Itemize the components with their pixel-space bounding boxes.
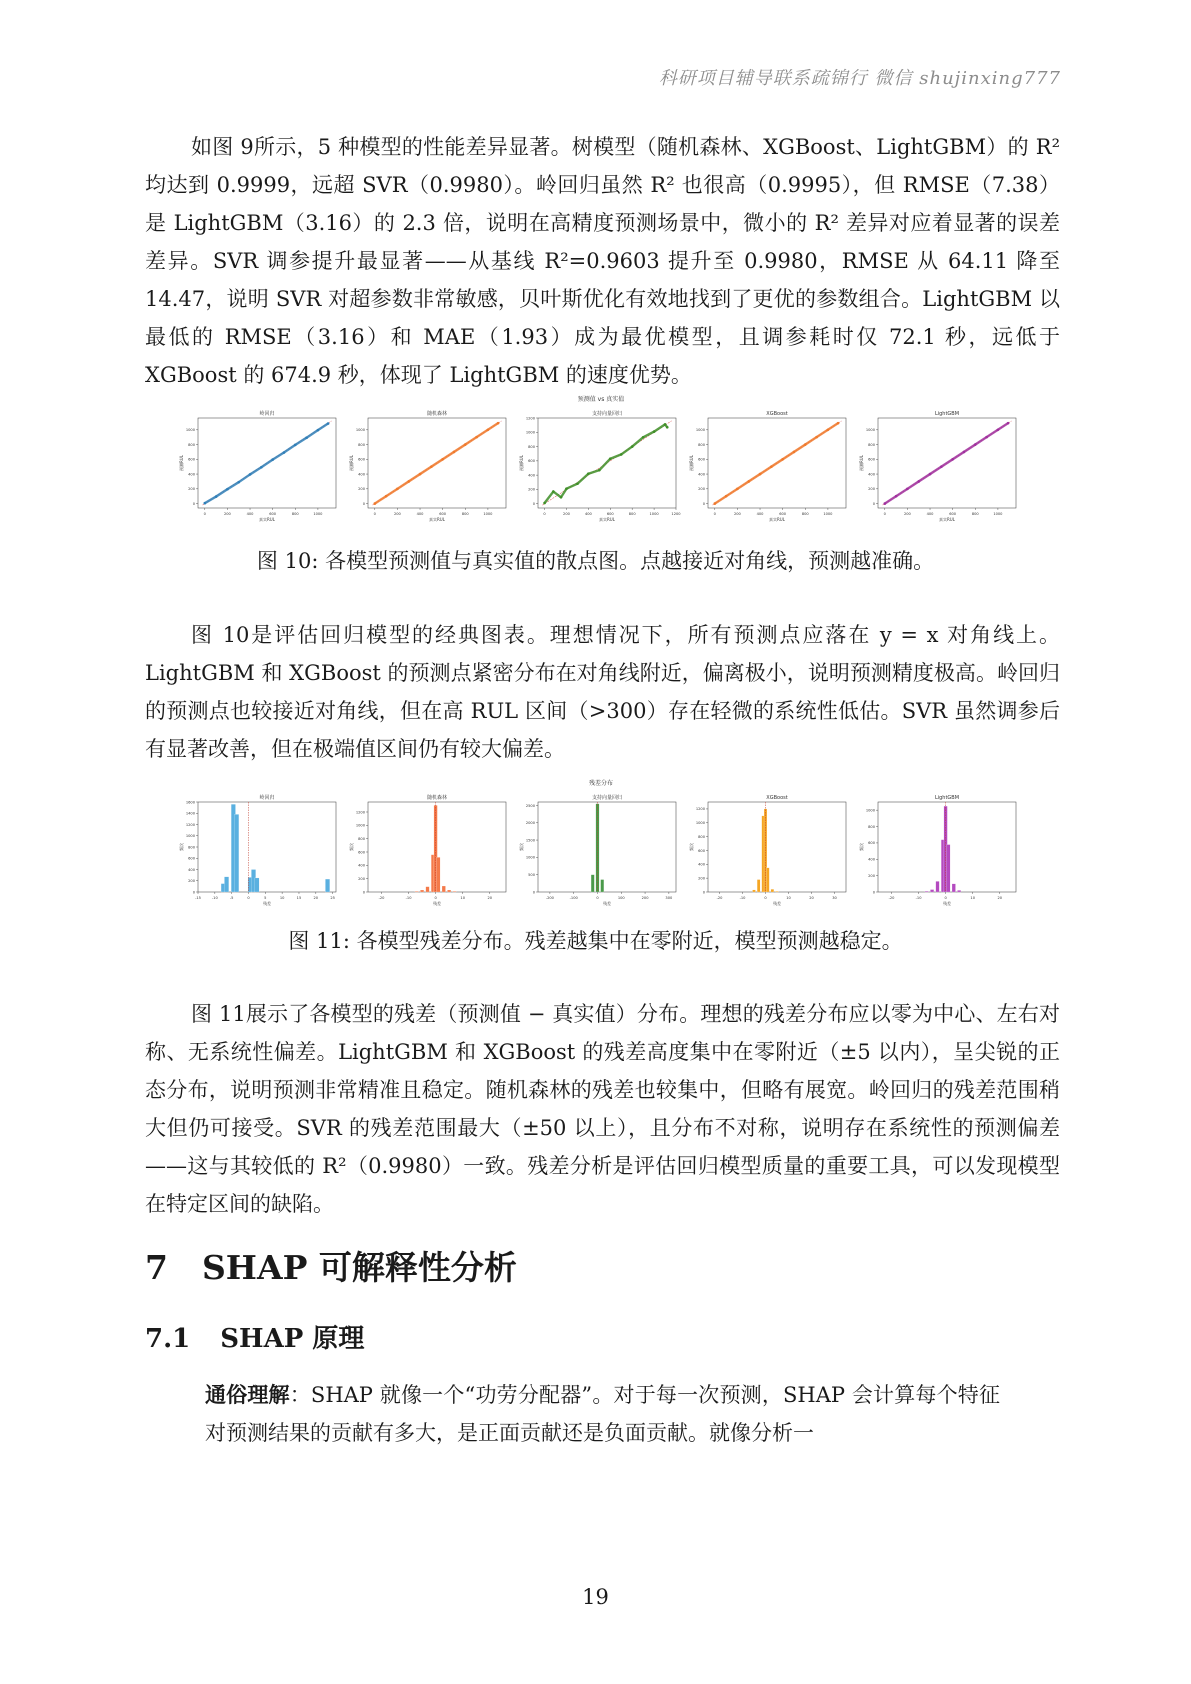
- panel-title: 随机森林: [426, 795, 448, 801]
- scatter-point: [249, 473, 252, 476]
- scatter-point: [631, 445, 634, 448]
- plain-explanation-paragraph: [205, 1376, 1000, 1452]
- section-heading: [145, 1242, 517, 1289]
- scatter-point: [609, 457, 612, 460]
- y-axis-label: 频次: [689, 843, 694, 851]
- x-tick-label: 400: [926, 512, 934, 516]
- scatter-figure-svg: [176, 392, 1026, 532]
- scatter-point: [653, 430, 656, 433]
- scatter-point: [736, 488, 739, 491]
- x-tick-label: 20: [997, 896, 1003, 900]
- y-tick-label: 400: [188, 472, 195, 477]
- scatter-point: [385, 495, 388, 498]
- paragraph-residual-analysis: 图 11展示了各模型的残差（预测值 − 真实值）分布。理想的残差分布应以零为中心、左右对称、无系统性偏差。LightGBM 和 XGBoost 的残差高度集中在零附近（±5 以内），呈尖锐的正态分布，说明预测非常精准且稳定。随机森林的残差也较集中，但略有展宽。岭回归的残差范围稍大但仍可接受。SVR 的残差范围最大（±50 以上），且分布不对称，说明存在系统性的预测偏差——这与其较低的 R²（0.9980）一致。残差分析是评估回归模型质量的重要工具，可以发现模型在特定区间的缺陷。: [145, 1002, 1060, 1216]
- x-tick-label: 20: [809, 896, 814, 900]
- histogram-bar: [766, 868, 769, 892]
- histogram-bar: [426, 887, 430, 892]
- x-tick-label: 400: [584, 512, 592, 516]
- y-axis-label: 频次: [179, 843, 184, 851]
- scatter-point: [974, 443, 977, 446]
- scatter-point: [1007, 422, 1010, 425]
- y-tick-label: 600: [698, 848, 705, 853]
- y-tick-label: 800: [188, 845, 195, 850]
- y-tick-label: 600: [188, 457, 195, 462]
- x-tick-label: 0: [596, 896, 599, 900]
- histogram-bar: [952, 884, 956, 892]
- scatter-point: [781, 458, 784, 461]
- y-tick-label: 800: [358, 442, 365, 447]
- y-tick-label: 800: [188, 442, 195, 447]
- y-tick-label: 800: [358, 836, 365, 841]
- y-tick-label: 1500: [525, 838, 535, 843]
- x-tick-label: 600: [269, 512, 277, 516]
- scatter-point: [396, 488, 399, 491]
- chart-panel-3: [688, 795, 846, 906]
- scatter-point: [497, 422, 500, 425]
- figure-11-residuals: [176, 776, 1026, 916]
- x-tick-label: 15: [296, 896, 302, 900]
- histogram-bar: [753, 890, 756, 892]
- histogram-bar: [947, 845, 951, 892]
- y-tick-label: 400: [188, 867, 195, 872]
- x-tick-label: -20: [716, 896, 723, 900]
- scatter-point: [759, 473, 762, 476]
- y-tick-label: 400: [358, 472, 365, 477]
- x-axis-label: 真实RUL: [599, 517, 615, 522]
- y-tick-label: 0: [702, 890, 705, 895]
- panel-title: XGBoost: [766, 411, 788, 417]
- scatter-point: [940, 465, 943, 468]
- y-tick-label: 600: [358, 457, 365, 462]
- x-tick-label: 0: [434, 896, 437, 900]
- scatter-point: [985, 436, 988, 439]
- page-number: 19: [582, 1585, 609, 1609]
- figure-suptitle: 残差分布: [588, 780, 614, 787]
- x-tick-label: 1000: [993, 512, 1003, 516]
- chart-panel-2: [518, 794, 676, 906]
- scatter-point: [804, 443, 807, 446]
- y-tick-label: 1000: [355, 823, 365, 828]
- x-axis-label: 真实RUL: [769, 517, 785, 522]
- scatter-point: [552, 490, 555, 493]
- scatter-point: [963, 451, 966, 454]
- x-tick-label: 0: [203, 512, 206, 516]
- scatter-point: [837, 422, 840, 425]
- x-tick-label: 200: [903, 512, 911, 516]
- histogram-bar: [591, 875, 594, 892]
- x-axis-label: 残差: [263, 901, 271, 906]
- y-tick-label: 200: [188, 879, 195, 884]
- x-tick-label: -200: [545, 896, 554, 900]
- y-tick-label: 200: [868, 487, 875, 492]
- y-tick-label: 800: [528, 444, 535, 449]
- y-tick-label: 600: [358, 850, 365, 855]
- x-tick-label: 200: [563, 512, 570, 516]
- plain-explanation-text: ：SHAP 就像一个“功劳分配器”。对于每一次预测，SHAP 会计算每个特征对预测结果的贡献有多大，是正面贡献还是负面贡献。就像分析一: [205, 1383, 1000, 1445]
- histogram-bar: [453, 891, 457, 892]
- subsection-heading: [145, 1318, 364, 1355]
- x-tick-label: 1000: [313, 512, 323, 516]
- x-tick-label: 20: [313, 896, 319, 900]
- x-tick-label: 400: [246, 512, 254, 516]
- figure-11-caption: 图 11: 各模型残差分布。残差越集中在零附近，模型预测越稳定。: [288, 929, 903, 953]
- y-tick-label: 1000: [185, 428, 195, 433]
- figure-10-scatter: [176, 392, 1026, 532]
- y-tick-label: 400: [528, 473, 535, 478]
- x-tick-label: 800: [461, 512, 469, 516]
- y-tick-label: 0: [192, 501, 195, 506]
- y-tick-label: 800: [868, 824, 875, 829]
- scatter-point: [560, 496, 563, 499]
- x-tick-label: -20: [378, 896, 385, 900]
- y-tick-label: 200: [868, 873, 875, 878]
- x-tick-label: 0: [713, 512, 716, 516]
- x-tick-label: 100: [617, 896, 625, 900]
- x-axis-label: 残差: [943, 901, 951, 906]
- histogram-bar: [930, 890, 934, 892]
- histogram-bar: [601, 880, 604, 892]
- y-tick-label: 1400: [185, 811, 195, 816]
- x-tick-label: 10: [460, 896, 465, 900]
- scatter-point: [475, 436, 478, 439]
- scatter-point: [815, 436, 818, 439]
- chart-panel-2: [518, 410, 681, 522]
- scatter-point: [951, 458, 954, 461]
- y-tick-label: 800: [868, 442, 875, 447]
- panel-title: LightGBM: [934, 411, 960, 417]
- x-tick-label: 10: [786, 896, 791, 900]
- scatter-point: [317, 429, 320, 432]
- histogram-bar: [957, 890, 961, 892]
- scatter-point: [453, 451, 456, 454]
- scatter-point: [260, 466, 263, 469]
- scatter-point: [895, 495, 898, 498]
- histogram-bar: [255, 878, 259, 892]
- scatter-point: [271, 458, 274, 461]
- x-tick-label: -20: [888, 896, 895, 900]
- panel-title: 支持向量回归: [591, 411, 623, 417]
- x-tick-label: -100: [569, 896, 578, 900]
- scatter-point: [430, 465, 433, 468]
- y-tick-label: 1000: [695, 821, 705, 826]
- y-tick-label: 200: [528, 487, 535, 492]
- y-tick-label: 1200: [185, 822, 195, 827]
- histogram-bar: [771, 889, 774, 892]
- histogram-bar: [420, 890, 424, 892]
- panel-title: 岭回归: [259, 795, 275, 801]
- y-axis-label: 预测RUL: [179, 455, 184, 471]
- scatter-point: [226, 488, 229, 491]
- residual-figure-svg: [176, 776, 1026, 916]
- x-tick-label: 600: [779, 512, 787, 516]
- y-tick-label: 1200: [525, 416, 535, 421]
- y-tick-label: 600: [698, 457, 705, 462]
- scatter-point: [203, 502, 206, 505]
- y-tick-label: 200: [698, 487, 705, 492]
- x-tick-label: -10: [739, 896, 746, 900]
- scatter-point: [620, 453, 623, 456]
- x-tick-label: 10: [279, 896, 285, 900]
- scatter-point: [642, 436, 645, 439]
- y-axis-label: 频次: [519, 843, 524, 851]
- chart-panel-4: [858, 795, 1016, 906]
- y-axis-label: 预测RUL: [859, 455, 864, 471]
- x-tick-label: 200: [641, 896, 649, 900]
- y-tick-label: 600: [188, 856, 195, 861]
- y-tick-label: 0: [362, 501, 365, 506]
- x-tick-label: 0: [944, 896, 947, 900]
- scatter-point: [294, 444, 297, 447]
- panel-title: LightGBM: [934, 795, 960, 801]
- y-tick-label: 800: [698, 834, 705, 839]
- panel-frame: [708, 802, 846, 892]
- scatter-point: [666, 426, 669, 429]
- subsection-title-text: SHAP 原理: [220, 1324, 365, 1354]
- scatter-point: [997, 429, 1000, 432]
- y-tick-label: 0: [532, 502, 535, 507]
- y-tick-label: 1200: [695, 807, 705, 812]
- chart-panel-1: [348, 410, 506, 522]
- x-tick-label: 600: [949, 512, 957, 516]
- y-tick-label: 600: [528, 459, 535, 464]
- scatter-point: [770, 465, 773, 468]
- y-tick-label: 1000: [525, 855, 535, 860]
- scatter-point: [565, 487, 568, 490]
- y-tick-label: 2500: [525, 803, 535, 808]
- x-tick-label: 200: [733, 512, 741, 516]
- y-tick-label: 200: [188, 487, 195, 492]
- x-tick-label: 400: [416, 512, 424, 516]
- scatter-point: [373, 502, 376, 505]
- subsection-number: 7.1: [145, 1324, 191, 1354]
- x-tick-label: 800: [801, 512, 809, 516]
- paragraph-scatter-analysis: 图 10是评估回归模型的经典图表。理想情况下，所有预测点应落在 y = x 对角线上。LightGBM 和 XGBoost 的预测点紧密分布在对角线附近，偏离极小，说明预测精度极高。岭回归的预测点也较接近对角线，但在高 RUL 区间（>300）存在轻微的系统性低估。SVR 虽然调参后有显著改善，但在极端值区间仍有较大偏差。: [145, 623, 1060, 761]
- scatter-point: [283, 451, 286, 454]
- y-axis-label: 频次: [859, 843, 864, 851]
- scatter-point: [929, 473, 932, 476]
- scatter-point: [713, 502, 716, 505]
- x-tick-label: -10: [211, 896, 218, 900]
- y-axis-label: 预测RUL: [689, 455, 694, 471]
- histogram-bar: [447, 890, 451, 892]
- x-tick-label: 300: [665, 896, 673, 900]
- y-tick-label: 600: [868, 841, 875, 846]
- scatter-point: [793, 451, 796, 454]
- y-tick-label: 200: [358, 487, 365, 492]
- y-tick-label: 400: [868, 472, 875, 477]
- x-tick-label: -5: [229, 896, 234, 900]
- scatter-point: [464, 443, 467, 446]
- panel-title: XGBoost: [766, 795, 788, 801]
- scatter-point: [906, 488, 909, 491]
- y-tick-label: 1000: [865, 428, 875, 433]
- panel-title: 随机森林: [426, 411, 448, 417]
- panel-title: 支持向量回归: [591, 795, 623, 801]
- x-tick-label: 30: [832, 896, 837, 900]
- histogram-bar: [437, 857, 441, 892]
- panel-frame: [538, 802, 676, 892]
- scatter-point: [237, 481, 240, 484]
- x-tick-label: 200: [223, 512, 231, 516]
- y-tick-label: 1600: [185, 800, 195, 805]
- x-tick-label: -10: [915, 896, 922, 900]
- scatter-point: [419, 473, 422, 476]
- histogram-bar: [235, 814, 239, 892]
- x-tick-label: 800: [971, 512, 979, 516]
- figure-suptitle: 预测值 vs 真实值: [577, 396, 625, 403]
- x-tick-label: 400: [756, 512, 764, 516]
- y-tick-label: 1000: [695, 428, 705, 433]
- x-axis-label: 真实RUL: [939, 517, 955, 522]
- x-tick-label: 1200: [671, 512, 681, 516]
- x-tick-label: 20: [487, 896, 493, 900]
- histogram-bar: [776, 891, 779, 892]
- scatter-point: [407, 480, 410, 483]
- scatter-point: [598, 469, 601, 472]
- y-tick-label: 0: [192, 890, 195, 895]
- y-tick-label: 500: [528, 872, 535, 877]
- x-tick-label: -15: [195, 896, 201, 900]
- y-axis-label: 频次: [349, 843, 354, 851]
- y-tick-label: 200: [358, 876, 365, 881]
- histogram-bar: [936, 881, 940, 892]
- scatter-point: [827, 429, 830, 432]
- x-tick-label: 25: [330, 896, 335, 900]
- histogram-bar: [925, 891, 929, 892]
- x-tick-label: 0: [764, 896, 767, 900]
- x-tick-label: 600: [439, 512, 447, 516]
- header-contact-note: 科研项目辅导联系疏锦行 微信 shujinxing777: [658, 68, 1061, 89]
- scatter-point: [305, 436, 308, 439]
- section-number: 7: [145, 1248, 168, 1287]
- histogram-bar: [757, 880, 760, 892]
- y-tick-label: 0: [702, 501, 705, 506]
- chart-panel-3: [688, 411, 846, 522]
- x-tick-label: 0: [543, 512, 546, 516]
- scatter-point: [883, 502, 886, 505]
- x-tick-label: -10: [405, 896, 412, 900]
- y-tick-label: 400: [698, 862, 705, 867]
- y-tick-label: 200: [698, 876, 705, 881]
- panel-frame: [198, 802, 336, 892]
- y-tick-label: 400: [868, 857, 875, 862]
- scatter-point: [747, 480, 750, 483]
- chart-panel-4: [858, 411, 1016, 522]
- x-tick-label: 800: [628, 512, 636, 516]
- histogram-bar: [442, 886, 446, 892]
- paragraph-model-performance: 如图 9所示，5 种模型的性能差异显著。树模型（随机森林、XGBoost、LightGBM）的 R² 均达到 0.9999，远超 SVR（0.9980）。岭回归虽然 R² 也很高（0.9995），但 RMSE（7.38）是 LightGBM（3.16）的 2.3 倍，说明在高精度预测场景中，微小的 R² 差异对应着显著的误差差异。SVR 调参提升最显著——从基线 R²=0.9603 提升至 0.9980，RMSE 从 64.11 降至 14.47，说明 SVR 对超参数非常敏感，贝叶斯优化有效地找到了更优的参数组合。LightGBM 以最低的 RMSE（3.16）和 MAE（1.93）成为最优模型，且调参耗时仅 72.1 秒，远低于 XGBoost 的 674.9 秒，体现了 LightGBM 的速度优势。: [145, 135, 1060, 387]
- y-tick-label: 0: [872, 890, 875, 895]
- y-tick-label: 1000: [355, 428, 365, 433]
- scatter-point: [587, 472, 590, 475]
- chart-panel-1: [348, 794, 506, 906]
- x-tick-label: 1000: [649, 512, 659, 516]
- y-tick-label: 1000: [525, 430, 535, 435]
- scatter-point: [725, 495, 728, 498]
- scatter-point: [576, 482, 579, 485]
- histogram-bar: [224, 877, 228, 892]
- panel-title: 岭回归: [259, 411, 275, 417]
- x-axis-label: 真实RUL: [259, 517, 275, 522]
- x-tick-label: 5: [264, 896, 267, 900]
- y-tick-label: 800: [698, 442, 705, 447]
- scatter-point: [441, 458, 444, 461]
- scatter-point: [215, 495, 218, 498]
- x-tick-label: 0: [247, 896, 250, 900]
- x-tick-label: 600: [606, 512, 614, 516]
- x-axis-label: 残差: [603, 901, 611, 906]
- histogram-bar: [325, 879, 329, 892]
- y-axis-label: 预测RUL: [519, 455, 524, 471]
- x-tick-label: 0: [883, 512, 886, 516]
- x-tick-label: 1000: [823, 512, 833, 516]
- y-tick-label: 1000: [185, 834, 195, 839]
- y-tick-label: 2000: [525, 821, 535, 826]
- x-tick-label: 200: [393, 512, 401, 516]
- y-tick-label: 400: [358, 863, 365, 868]
- scatter-point: [917, 480, 920, 483]
- x-axis-label: 残差: [433, 901, 441, 906]
- scatter-point: [543, 502, 546, 505]
- scatter-point: [327, 422, 330, 425]
- y-tick-label: 0: [872, 501, 875, 506]
- figure-10-caption: 图 10: 各模型预测值与真实值的散点图。点越接近对角线，预测越准确。: [256, 549, 935, 573]
- y-tick-label: 400: [698, 472, 705, 477]
- y-tick-label: 0: [362, 890, 365, 895]
- histogram-bar: [415, 891, 419, 892]
- y-axis-label: 预测RUL: [349, 455, 354, 471]
- x-axis-label: 真实RUL: [429, 517, 445, 522]
- section-title-text: SHAP 可解释性分析: [201, 1248, 517, 1287]
- x-tick-label: 0: [373, 512, 376, 516]
- y-tick-label: 1200: [355, 810, 365, 815]
- scatter-point: [487, 429, 490, 432]
- chart-panel-0: [178, 794, 336, 906]
- x-tick-label: 800: [291, 512, 299, 516]
- x-tick-label: 1000: [483, 512, 493, 516]
- x-axis-label: 残差: [773, 901, 781, 906]
- x-tick-label: 10: [970, 896, 975, 900]
- y-tick-label: 0: [532, 890, 535, 895]
- y-tick-label: 600: [868, 457, 875, 462]
- chart-panel-0: [178, 410, 336, 522]
- y-tick-label: 1000: [865, 808, 875, 813]
- plain-explanation-label: 通俗理解: [205, 1382, 290, 1407]
- scatter-point: [664, 423, 667, 426]
